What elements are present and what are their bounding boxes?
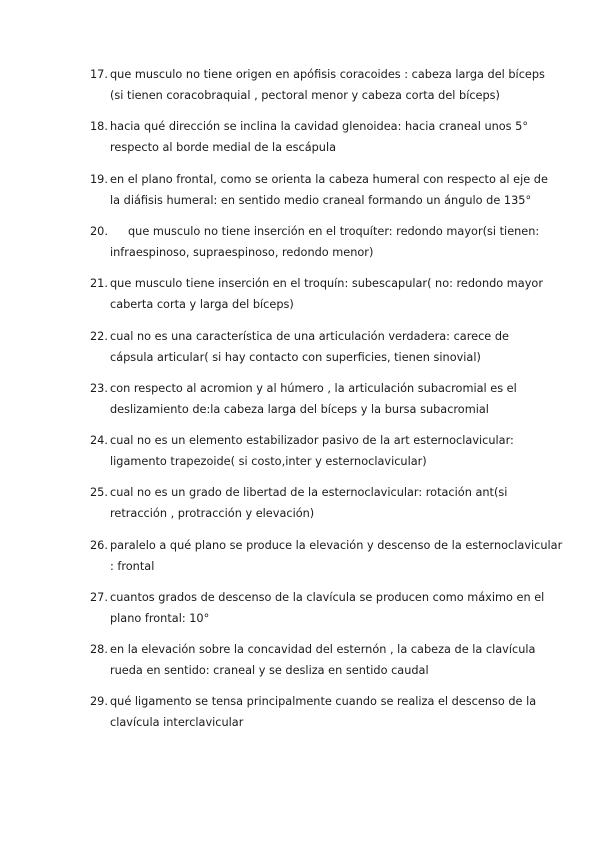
item-number: 24. (90, 434, 108, 447)
item-text: ligamento trapezoide( si costo,inter y esternoclavicular) (110, 455, 427, 468)
item-text: cual no es una característica de una articulación verdadera: carece de (110, 330, 509, 343)
item-text: : frontal (110, 560, 155, 573)
item-text: cuantos grados de descenso de la clavícula se producen como máximo en el (110, 591, 545, 604)
item-text: infraespinoso, supraespinoso, redondo menor) (110, 246, 374, 259)
item-text: deslizamiento de:la cabeza larga del bíceps y la bursa subacromial (110, 403, 489, 416)
item-text: rueda en sentido: craneal y se desliza en sentido caudal (110, 664, 429, 677)
item-text: que musculo no tiene origen en apófisis coracoides : cabeza larga del bíceps (110, 68, 545, 81)
item-text: plano frontal: 10° (110, 612, 210, 625)
item-number: 21. (90, 277, 108, 290)
item-text: retracción , protracción y elevación) (110, 507, 315, 520)
item-text: cápsula articular( si hay contacto con superficies, tienen sinovial) (110, 351, 481, 364)
item-number: 25. (90, 486, 108, 499)
item-text: (si tienen coracobraquial , pectoral menor y cabeza corta del bíceps) (110, 89, 500, 102)
item-text: hacia qué dirección se inclina la cavidad glenoidea: hacia craneal unos 5° (110, 120, 528, 133)
item-text: paralelo a qué plano se produce la elevación y descenso de la esternoclavicular (110, 539, 563, 552)
item-text: clavícula interclavicular (110, 716, 244, 729)
item-text: que musculo no tiene inserción en el troquíter: redondo mayor(si tienen: (128, 225, 540, 238)
item-number: 23. (90, 382, 108, 395)
item-number: 19. (90, 173, 108, 186)
item-number: 18. (90, 120, 108, 133)
item-text: en el plano frontal, como se orienta la cabeza humeral con respecto al eje de (110, 173, 548, 186)
item-number: 22. (90, 330, 108, 343)
item-number: 17. (90, 68, 108, 81)
item-text: cual no es un grado de libertad de la esternoclavicular: rotación ant(si (110, 486, 508, 499)
item-number: 28. (90, 643, 108, 656)
item-text: la diáfisis humeral: en sentido medio craneal formando un ángulo de 135° (110, 194, 532, 207)
item-text: en la elevación sobre la concavidad del esternón , la cabeza de la clavícula (110, 643, 536, 656)
item-text: que musculo tiene inserción en el troquín: subescapular( no: redondo mayor (110, 277, 543, 290)
item-number: 20. (90, 225, 108, 238)
item-text: caberta corta y larga del bíceps) (110, 298, 294, 311)
item-text: cual no es un elemento estabilizador pasivo de la art esternoclavicular: (110, 434, 514, 447)
item-text: respecto al borde medial de la escápula (110, 141, 337, 154)
item-number: 29. (90, 695, 108, 708)
item-number: 26. (90, 539, 108, 552)
item-text: con respecto al acromion y al húmero , la articulación subacromial es el (110, 382, 517, 395)
item-text: qué ligamento se tensa principalmente cuando se realiza el descenso de la (110, 695, 537, 708)
item-number: 27. (90, 591, 108, 604)
